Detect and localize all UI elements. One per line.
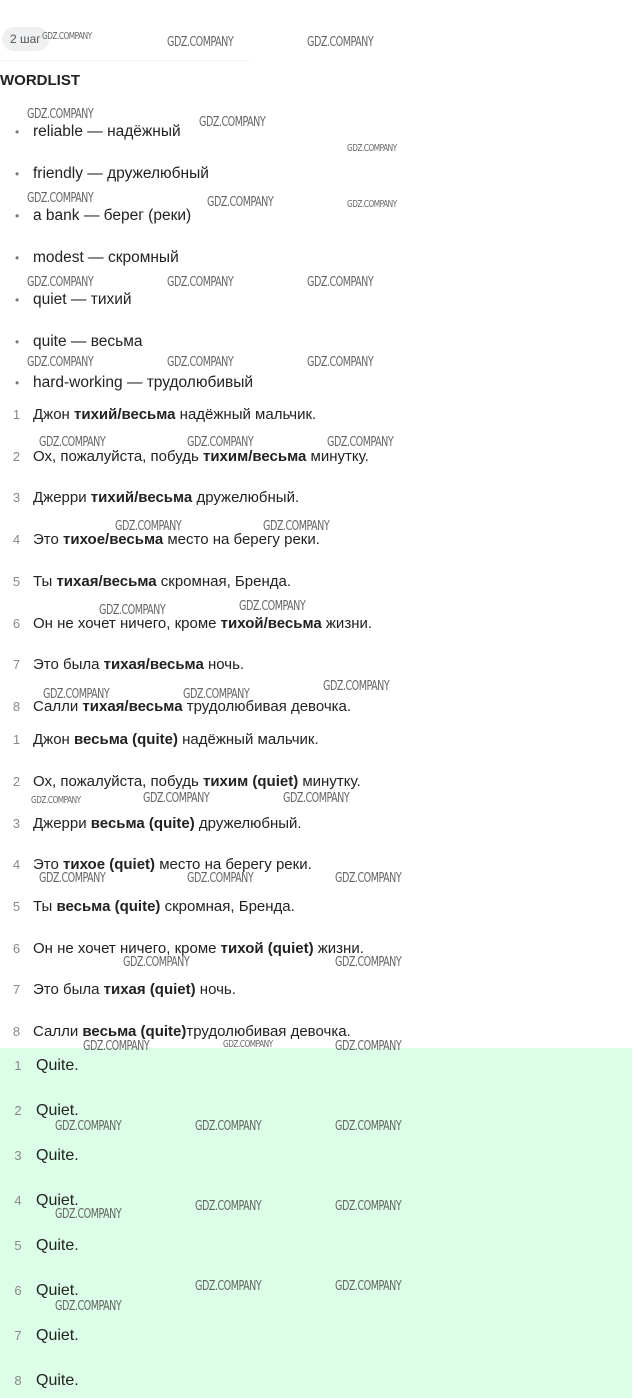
sentence-item bbox=[0, 730, 319, 750]
answer-text: Quiet. bbox=[36, 1327, 79, 1344]
sentence-text: трудолюбивая девочка. bbox=[182, 698, 352, 715]
answer-text: Quiet. bbox=[36, 1102, 79, 1119]
sentence-item bbox=[0, 980, 236, 1000]
sentence-text: Джерри bbox=[33, 489, 91, 506]
watermark-text: GDZ.COMPANY bbox=[55, 1119, 122, 1134]
sentence-item bbox=[0, 897, 295, 917]
wordlist-item bbox=[15, 332, 143, 352]
wordlist-text: a bank — берег (реки) bbox=[33, 207, 192, 224]
wordlist-item bbox=[15, 248, 179, 268]
sentence-text: Он не хочет ничего, кроме bbox=[33, 615, 221, 632]
watermark-text: GDZ.COMPANY bbox=[27, 107, 94, 122]
sentence-text: Джон bbox=[33, 731, 74, 748]
answer-panel bbox=[0, 1048, 632, 1398]
sentence-highlight: тихий/весьма bbox=[74, 406, 176, 423]
wordlist-text: hard-working — трудолюбивый bbox=[33, 374, 254, 391]
watermark-text: GDZ.COMPANY bbox=[283, 791, 350, 806]
item-number: 6 bbox=[12, 616, 21, 631]
item-number: 4 bbox=[12, 532, 21, 547]
watermark-text: GDZ.COMPANY bbox=[263, 519, 330, 534]
watermark-text: GDZ.COMPANY bbox=[223, 1039, 273, 1050]
sentence-highlight: тихая (quiet) bbox=[103, 981, 196, 998]
sentence-highlight: весьма (quite) bbox=[90, 815, 195, 832]
wordlist-item bbox=[15, 164, 209, 184]
watermark-text: GDZ.COMPANY bbox=[347, 143, 397, 154]
sentence-highlight: тихий/весьма bbox=[90, 489, 193, 506]
watermark-text: GDZ.COMPANY bbox=[39, 435, 106, 450]
item-number: 8 bbox=[12, 699, 21, 714]
watermark-text: GDZ.COMPANY bbox=[27, 191, 94, 206]
watermark-text: GDZ.COMPANY bbox=[307, 35, 374, 50]
watermark-text: GDZ.COMPANY bbox=[327, 435, 394, 450]
bullet: • bbox=[15, 335, 20, 349]
watermark-text: GDZ.COMPANY bbox=[43, 687, 110, 702]
watermark-text: GDZ.COMPANY bbox=[115, 519, 182, 534]
item-number: 1 bbox=[12, 732, 21, 747]
sentence-highlight: тихое/весьма bbox=[63, 531, 164, 548]
sentence-highlight: тихим (quiet) bbox=[202, 773, 299, 790]
sentence-text: Это bbox=[33, 531, 63, 548]
item-number: 8 bbox=[12, 1024, 21, 1039]
sentence-text: надёжный мальчик. bbox=[177, 731, 319, 748]
item-number: 7 bbox=[12, 982, 21, 997]
answer-text: Quite. bbox=[36, 1372, 79, 1389]
answer-item bbox=[0, 1371, 79, 1391]
sentence-highlight: весьма (quite) bbox=[74, 731, 178, 748]
watermark-text: GDZ.COMPANY bbox=[183, 687, 250, 702]
wordlist-text: reliable — надёжный bbox=[33, 123, 181, 140]
watermark-text: GDZ.COMPANY bbox=[323, 679, 390, 694]
sentence-text: скромная, Бренда. bbox=[160, 898, 295, 915]
item-number: 3 bbox=[14, 1148, 22, 1163]
sentence-highlight: тихая/весьма bbox=[56, 573, 157, 590]
bullet: • bbox=[15, 293, 20, 307]
watermark-text: GDZ.COMPANY bbox=[187, 871, 254, 886]
item-number: 5 bbox=[12, 574, 21, 589]
bullet: • bbox=[15, 376, 20, 390]
sentence-text: Ты bbox=[33, 573, 57, 590]
answer-item bbox=[0, 1056, 79, 1076]
watermark-text: GDZ.COMPANY bbox=[335, 1039, 402, 1054]
watermark-text: GDZ.COMPANY bbox=[239, 599, 306, 614]
watermark-text: GDZ.COMPANY bbox=[307, 355, 374, 370]
watermark-text: GDZ.COMPANY bbox=[347, 199, 397, 210]
answer-text: Quiet. bbox=[36, 1282, 79, 1299]
sentence-text: место на берегу реки. bbox=[163, 531, 320, 548]
sentence-highlight: тихой/весьма bbox=[220, 615, 322, 632]
watermark-text: GDZ.COMPANY bbox=[167, 35, 234, 50]
watermark-text: GDZ.COMPANY bbox=[335, 955, 402, 970]
sentence-text: Салли bbox=[33, 1023, 83, 1040]
item-number: 2 bbox=[12, 774, 21, 789]
watermark-text: GDZ.COMPANY bbox=[123, 955, 190, 970]
wordlist-item bbox=[15, 122, 181, 142]
sentence-text: дружелюбный. bbox=[192, 489, 300, 506]
watermark-text: GDZ.COMPANY bbox=[207, 195, 274, 210]
answer-item bbox=[0, 1101, 79, 1121]
watermark-text: GDZ.COMPANY bbox=[42, 31, 92, 42]
watermark-text: GDZ.COMPANY bbox=[27, 355, 94, 370]
watermark-text: GDZ.COMPANY bbox=[335, 1199, 402, 1214]
sentence-text: дружелюбный. bbox=[194, 815, 302, 832]
wordlist-item bbox=[15, 206, 191, 226]
watermark-text: GDZ.COMPANY bbox=[83, 1039, 150, 1054]
sentence-highlight: тихая/весьма bbox=[103, 656, 204, 673]
answer-text: Quite. bbox=[36, 1147, 79, 1164]
watermark-text: GDZ.COMPANY bbox=[195, 1119, 262, 1134]
watermark-text: GDZ.COMPANY bbox=[335, 871, 402, 886]
item-number: 1 bbox=[12, 407, 21, 422]
watermark-text: GDZ.COMPANY bbox=[39, 871, 106, 886]
sentence-text: минутку. bbox=[298, 773, 361, 790]
sentence-item bbox=[0, 1022, 351, 1042]
answer-item bbox=[0, 1146, 79, 1166]
sentence-item bbox=[0, 488, 299, 508]
watermark-text: GDZ.COMPANY bbox=[99, 603, 166, 618]
watermark-text: GDZ.COMPANY bbox=[55, 1207, 122, 1222]
sentence-highlight: весьма (quite) bbox=[82, 1023, 187, 1040]
watermark-text: GDZ.COMPANY bbox=[335, 1119, 402, 1134]
item-number: 1 bbox=[14, 1058, 22, 1073]
sentence-highlight: тихим/весьма bbox=[202, 448, 307, 465]
item-number: 2 bbox=[14, 1103, 22, 1118]
sentence-text: Это была bbox=[33, 656, 104, 673]
answer-item bbox=[0, 1326, 79, 1346]
step-badge: 2 шаг bbox=[2, 27, 49, 51]
answer-item bbox=[0, 1281, 79, 1301]
sentence-highlight: тихой (quiet) bbox=[220, 940, 314, 957]
sentence-text: Салли bbox=[33, 698, 83, 715]
sentence-text: ночь. bbox=[203, 656, 245, 673]
wordlist-text: quiet — тихий bbox=[33, 291, 132, 308]
item-number: 3 bbox=[12, 816, 21, 831]
sentence-text: Джерри bbox=[33, 815, 91, 832]
bullet: • bbox=[15, 251, 20, 265]
item-number: 4 bbox=[14, 1193, 22, 1208]
item-number: 5 bbox=[12, 899, 21, 914]
item-number: 7 bbox=[14, 1328, 22, 1343]
sentence-text: жизни. bbox=[321, 615, 373, 632]
watermark-text: GDZ.COMPANY bbox=[143, 791, 210, 806]
sentence-item bbox=[0, 655, 244, 675]
divider bbox=[0, 60, 250, 61]
page-title: WORDLIST bbox=[0, 72, 80, 89]
sentence-text: Ох, пожалуйста, побудь bbox=[33, 448, 203, 465]
watermark-text: GDZ.COMPANY bbox=[55, 1299, 122, 1314]
item-number: 2 bbox=[12, 449, 21, 464]
watermark-text: GDZ.COMPANY bbox=[195, 1199, 262, 1214]
sentence-item bbox=[0, 572, 291, 592]
item-number: 7 bbox=[12, 657, 21, 672]
watermark-text: GDZ.COMPANY bbox=[199, 115, 266, 130]
sentence-item bbox=[0, 447, 369, 467]
sentence-text: место на берегу реки. bbox=[155, 856, 312, 873]
sentence-item bbox=[0, 405, 316, 425]
wordlist-item bbox=[15, 290, 132, 310]
watermark-text: GDZ.COMPANY bbox=[335, 1279, 402, 1294]
watermark-text: GDZ.COMPANY bbox=[31, 795, 81, 806]
watermark-text: GDZ.COMPANY bbox=[195, 1279, 262, 1294]
item-number: 4 bbox=[12, 857, 21, 872]
watermark-text: GDZ.COMPANY bbox=[187, 435, 254, 450]
wordlist-text: friendly — дружелюбный bbox=[33, 165, 209, 182]
sentence-text: Это bbox=[33, 856, 63, 873]
bullet: • bbox=[15, 209, 20, 223]
watermark-text: GDZ.COMPANY bbox=[167, 355, 234, 370]
item-number: 6 bbox=[12, 941, 21, 956]
wordlist-item bbox=[15, 373, 253, 393]
answer-text: Quite. bbox=[36, 1057, 79, 1074]
wordlist-text: modest — скромный bbox=[33, 249, 179, 266]
sentence-text: Он не хочет ничего, кроме bbox=[33, 940, 221, 957]
watermark-text: GDZ.COMPANY bbox=[167, 275, 234, 290]
sentence-highlight: весьма (quite) bbox=[56, 898, 161, 915]
sentence-item bbox=[0, 614, 372, 634]
sentence-text: трудолюбивая девочка. bbox=[186, 1023, 351, 1040]
sentence-text: минутку. bbox=[306, 448, 369, 465]
sentence-text: скромная, Бренда. bbox=[156, 573, 291, 590]
bullet: • bbox=[15, 125, 20, 139]
sentence-text: ночь. bbox=[195, 981, 236, 998]
wordlist-text: quite — весьма bbox=[33, 333, 143, 350]
item-number: 8 bbox=[14, 1373, 22, 1388]
sentence-text: Джон bbox=[33, 406, 74, 423]
sentence-highlight: тихое (quiet) bbox=[63, 856, 156, 873]
item-number: 3 bbox=[12, 490, 21, 505]
sentence-text: Ох, пожалуйста, побудь bbox=[33, 773, 203, 790]
item-number: 6 bbox=[14, 1283, 22, 1298]
sentence-text: жизни. bbox=[313, 940, 364, 957]
answer-text: Quite. bbox=[36, 1237, 79, 1254]
sentence-item bbox=[0, 814, 302, 834]
sentence-text: Ты bbox=[33, 898, 57, 915]
item-number: 5 bbox=[14, 1238, 22, 1253]
sentence-text: надёжный мальчик. bbox=[175, 406, 317, 423]
sentence-text: Это была bbox=[33, 981, 104, 998]
watermark-text: GDZ.COMPANY bbox=[27, 275, 94, 290]
sentence-highlight: тихая/весьма bbox=[82, 698, 183, 715]
answer-text: Quiet. bbox=[36, 1192, 79, 1209]
watermark-text: GDZ.COMPANY bbox=[307, 275, 374, 290]
bullet: • bbox=[15, 167, 20, 181]
answer-item bbox=[0, 1236, 79, 1256]
sentence-item bbox=[0, 772, 361, 792]
